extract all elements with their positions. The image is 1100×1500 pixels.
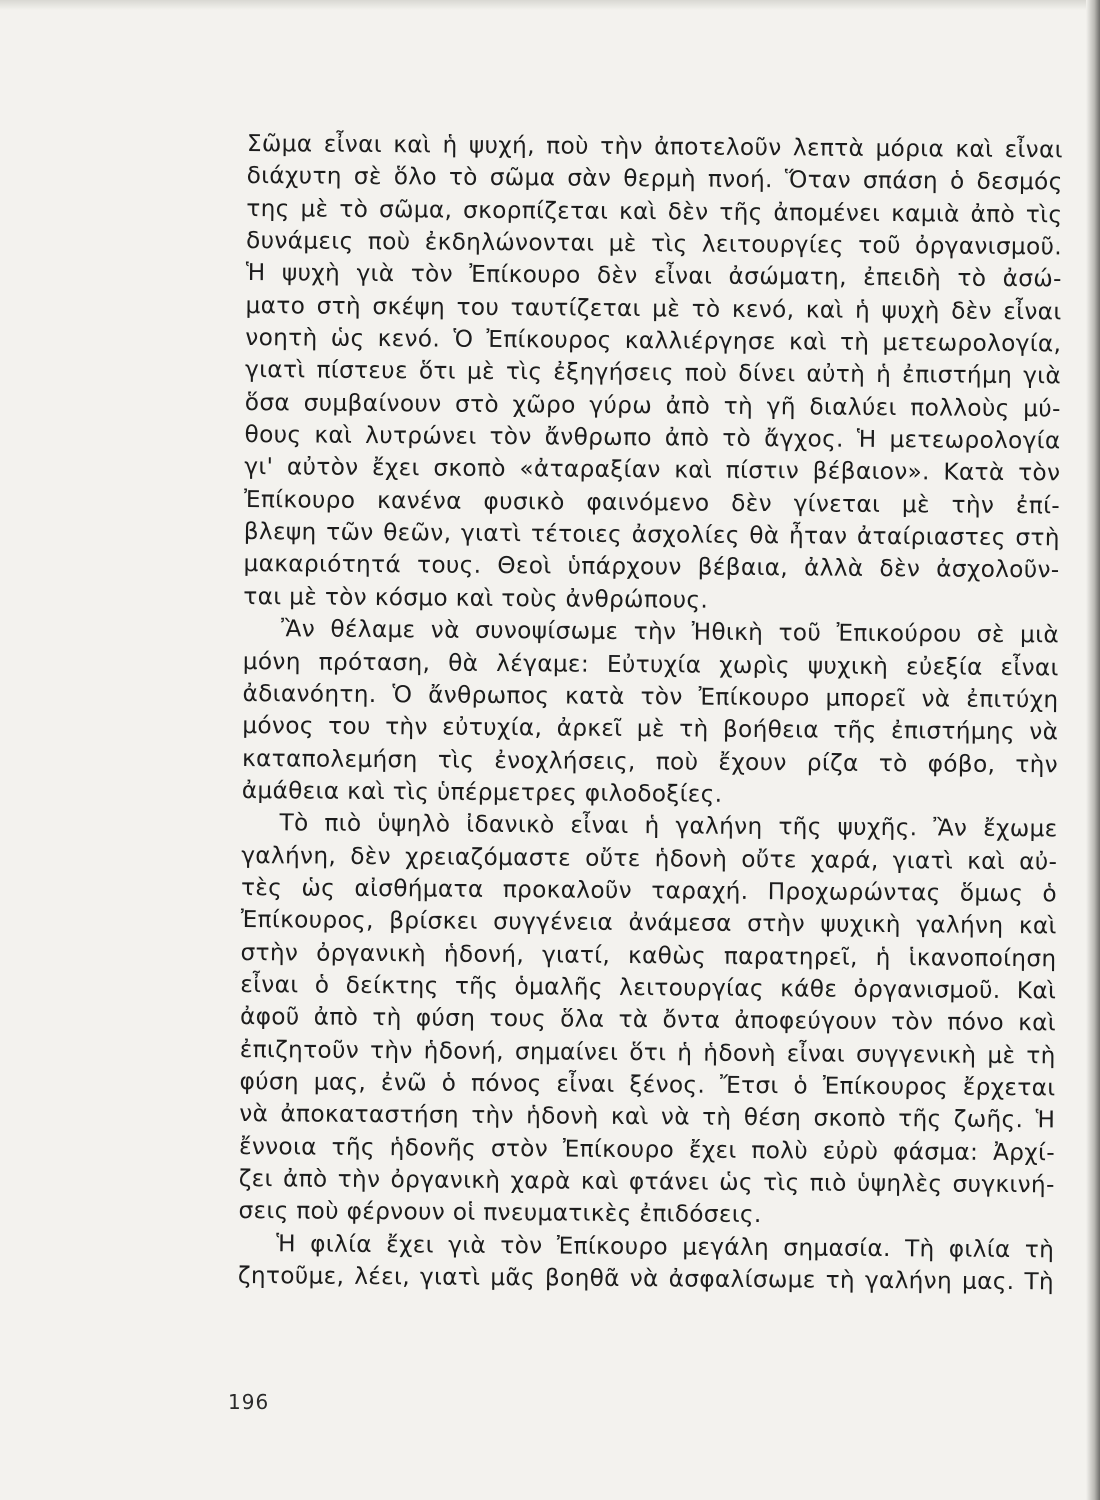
text-line: Σῶμα εἶναι καὶ ἡ ψυχή, ποὺ τὴν ἀποτελοῦν λεπτὰ μόρια καὶ εἶναι: [246, 129, 1063, 164]
paragraph-start-line: Ἡ φιλία ἔχει γιὰ τὸν Ἐπίκουρο μεγάλη σημασία. Τὴ φιλία τὴ: [276, 1229, 1055, 1264]
paragraph-end-line: ἀμάθεια καὶ τὶς ὑπέρμετρες φιλοδοξίες.: [241, 776, 723, 808]
text-line: ἐπιζητοῦν τὴν ἡδονή, σημαίνει ὅτι ἡ ἡδονὴ εἶναι συγγενικὴ μὲ τὴ: [239, 1035, 1056, 1070]
text-line: διάχυτη σὲ ὅλο τὸ σῶμα σὰν θερμὴ πνοή. Ὅταν σπάση ὁ δεσμός: [246, 162, 1063, 196]
text-line: εἶναι ὁ δείκτης τῆς ὁμαλῆς λειτουργίας κάθε ὀργανισμοῦ. Καὶ: [240, 970, 1057, 1005]
text-line: ζητοῦμε, λέει, γιατὶ μᾶς βοηθᾶ νὰ ἀσφαλίσωμε τὴ γαλήνη μας. Τὴ: [237, 1261, 1055, 1296]
body-text: [238, 128, 1063, 1299]
text-line: Ἐπίκουρος, βρίσκει συγγένεια ἀνάμεσα στὴν ψυχικὴ γαλήνη καὶ: [240, 906, 1057, 940]
text-line: νοητὴ ὡς κενό. Ὁ Ἐπίκουρος καλλιέργησε καὶ τὴ μετεωρολογία,: [245, 324, 1062, 358]
text-line: καταπολεμήση τὶς ἐνοχλήσεις, ποὺ ἔχουν ρίζα τὸ φόβο, τὴν: [241, 744, 1059, 778]
text-line: γαλήνη, δὲν χρειαζόμαστε οὔτε ἡδονὴ οὔτε χαρά, γιατὶ καὶ αὐ-: [241, 841, 1058, 875]
text-line: της μὲ τὸ σῶμα, σκορπίζεται καὶ δὲν τῆς ἀπομένει καμιὰ ἀπὸ τὶς: [246, 194, 1063, 229]
page-right-edge-shadow: [1086, 0, 1100, 1500]
text-line: φύση μας, ἐνῶ ὁ πόνος εἶναι ξένος. Ἔτσι ὁ Ἐπίκουρος ἔρχεται: [239, 1067, 1056, 1102]
text-line: ματο στὴ σκέψη του ταυτίζεται μὲ τὸ κενό, καὶ ἡ ψυχὴ δὲν εἶναι: [245, 291, 1062, 326]
text-line: στὴν ὀργανικὴ ἡδονή, γιατί, καθὼς παρατηρεῖ, ἡ ἱκανοποίηση: [240, 938, 1057, 972]
text-line: βλεψη τῶν θεῶν, γιατὶ τέτοιες ἀσχολίες θὰ ἦταν ἀταίριαστες στὴ: [243, 518, 1060, 552]
text-line: ζει ἀπὸ τὴν ὀργανικὴ χαρὰ καὶ φτάνει ὡς τὶς πιὸ ὑψηλὲς συγκινή-: [238, 1164, 1055, 1199]
text-line: γιατὶ πίστευε ὅτι μὲ τὶς ἐξηγήσεις ποὺ δίνει αὐτὴ ἡ ἐπιστήμη γιὰ: [244, 356, 1062, 390]
page-number: 196: [228, 1390, 270, 1414]
text-line: Ἡ ψυχὴ γιὰ τὸν Ἐπίκουρο δὲν εἶναι ἀσώματη, ἐπειδὴ τὸ ἀσώ-: [245, 259, 1062, 293]
paragraph-end-line: ται μὲ τὸν κόσμο καὶ τοὺς ἀνθρώπους.: [243, 582, 709, 614]
paragraph-start-line: Ἂν θέλαμε νὰ συνοψίσωμε τὴν Ἠθικὴ τοῦ Ἐπικούρου σὲ μιὰ: [280, 615, 1060, 649]
paragraph-end-line: σεις ποὺ φέρνουν οἱ πνευματικὲς ἐπιδόσεις.: [238, 1197, 762, 1229]
text-line: δυνάμεις ποὺ ἐκδηλώνονται μὲ τὶς λειτουργίες τοῦ ὀργανισμοῦ.: [246, 227, 1063, 261]
paragraph-start-line: Τὸ πιὸ ὑψηλὸ ἰδανικὸ εἶναι ἡ γαλήνη τῆς ψυχῆς. Ἂν ἔχωμε: [279, 809, 1058, 843]
text-line: θους καὶ λυτρώνει τὸν ἄνθρωπο ἀπὸ τὸ ἄγχος. Ἡ μετεωρολογία: [244, 421, 1061, 455]
text-line: γι' αὐτὸν ἔχει σκοπὸ «ἀταραξίαν καὶ πίστιν βέβαιον». Κατὰ τὸν: [244, 453, 1061, 487]
text-line: μόνος του τὴν εὐτυχία, ἀρκεῖ μὲ τὴ βοήθεια τῆς ἐπιστήμης νὰ: [242, 712, 1059, 746]
text-line: μακαριότητά τους. Θεοὶ ὑπάρχουν βέβαια, ἀλλὰ δὲν ἀσχολοῦν-: [243, 550, 1060, 584]
text-line: ὅσα συμβαίνουν στὸ χῶρο γύρω ἀπὸ τὴ γῆ διαλύει πολλοὺς μύ-: [244, 388, 1061, 423]
text-line: ἀφοῦ ἀπὸ τὴ φύση τους ὅλα τὰ ὄντα ἀποφεύγουν τὸν πόνο καὶ: [239, 1003, 1057, 1037]
page-top-edge-shadow: [0, 0, 1100, 10]
text-line: νὰ ἀποκαταστήση τὴν ἡδονὴ καὶ νὰ τὴ θέση σκοπὸ τῆς ζωῆς. Ἡ: [239, 1100, 1056, 1134]
text-line: ἔννοια τῆς ἡδονῆς στὸν Ἐπίκουρο ἔχει πολὺ εὐρὺ φάσμα: Ἀρχί-: [238, 1132, 1056, 1167]
text-line: τὲς ὡς αἰσθήματα προκαλοῦν ταραχή. Προχωρώντας ὅμως ὁ: [240, 873, 1058, 908]
text-line: ἀδιανόητη. Ὁ ἄνθρωπος κατὰ τὸν Ἐπίκουρο μπορεῖ νὰ ἐπιτύχη: [242, 679, 1059, 714]
text-line: Ἐπίκουρο κανένα φυσικὸ φαινόμενο δὲν γίνεται μὲ τὴν ἐπί-: [243, 485, 1061, 520]
text-line: μόνη πρόταση, θὰ λέγαμε: Εὐτυχία χωρὶς ψυχικὴ εὐεξία εἶναι: [242, 647, 1059, 681]
